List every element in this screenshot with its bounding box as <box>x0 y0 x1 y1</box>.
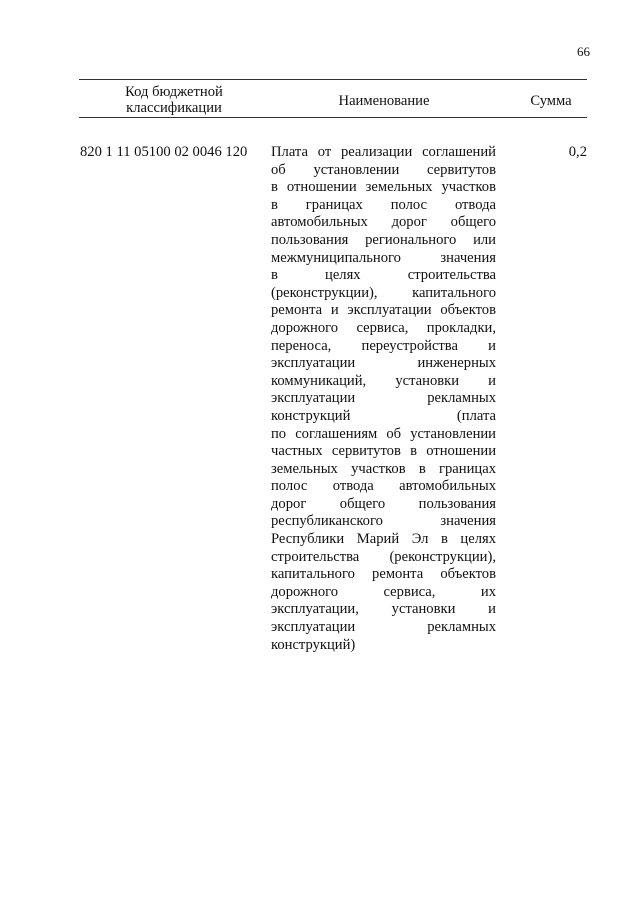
row-name-line: земельных участков в границах <box>271 460 496 477</box>
header-budget-code-line2: классификации <box>126 100 222 116</box>
header-budget-code <box>104 84 244 116</box>
row-sum: 0,2 <box>568 144 587 160</box>
row-name-line: частных сервитутов в отношении <box>271 443 496 460</box>
header-sum: Сумма <box>530 93 572 109</box>
row-name-line: дорожного сервиса, прокладки, <box>271 319 496 336</box>
row-budget-code: 820 1 11 05100 02 0046 120 <box>80 144 248 160</box>
row-name-line: автомобильных дорог общего <box>271 214 496 231</box>
row-name-line: коммуникаций, установки и <box>271 372 496 389</box>
row-name-line: пользования регионального или <box>271 231 496 248</box>
row-name-line: эксплуатации рекламных <box>271 619 496 636</box>
row-name-line: в целях строительства <box>271 267 496 284</box>
row-name-line: ремонта и эксплуатации объектов <box>271 302 496 319</box>
row-name-text <box>271 144 496 654</box>
header-budget-code-line1: Код бюджетной <box>125 84 223 100</box>
row-name-line: дорог общего пользования <box>271 495 496 512</box>
row-name-line: полос отвода автомобильных <box>271 478 496 495</box>
row-name-line: (реконструкции), капитального <box>271 284 496 301</box>
header-name: Наименование <box>338 93 430 109</box>
table-top-rule <box>79 79 587 80</box>
row-name-line: Плата от реализации соглашений <box>271 144 496 160</box>
row-name-line: в отношении земельных участков <box>271 179 496 196</box>
row-name-line: конструкций (плата <box>271 407 496 424</box>
row-name-line: капитального ремонта объектов <box>271 566 496 583</box>
row-name-line: конструкций) <box>271 636 356 653</box>
row-name-line: Республики Марий Эл в целях <box>271 531 496 548</box>
row-name-line: строительства (реконструкции), <box>271 548 496 565</box>
row-name-line: дорожного сервиса, их <box>271 583 496 600</box>
row-name-line: эксплуатации рекламных <box>271 390 496 407</box>
row-name-line: республиканского значения <box>271 513 496 530</box>
row-name-line: эксплуатации инженерных <box>271 355 496 372</box>
page-number: 66 <box>577 44 590 59</box>
row-name-line: по соглашениям об установлении <box>271 425 496 442</box>
row-name-line: переноса, переустройства и <box>271 337 496 354</box>
table-header-bottom-rule <box>79 117 587 118</box>
row-name-line: межмуниципального значения <box>271 249 496 266</box>
row-name-line: эксплуатации, установки и <box>271 601 496 618</box>
row-name-line: об установлении сервитутов <box>271 161 496 178</box>
row-name-line: в границах полос отвода <box>271 196 496 213</box>
